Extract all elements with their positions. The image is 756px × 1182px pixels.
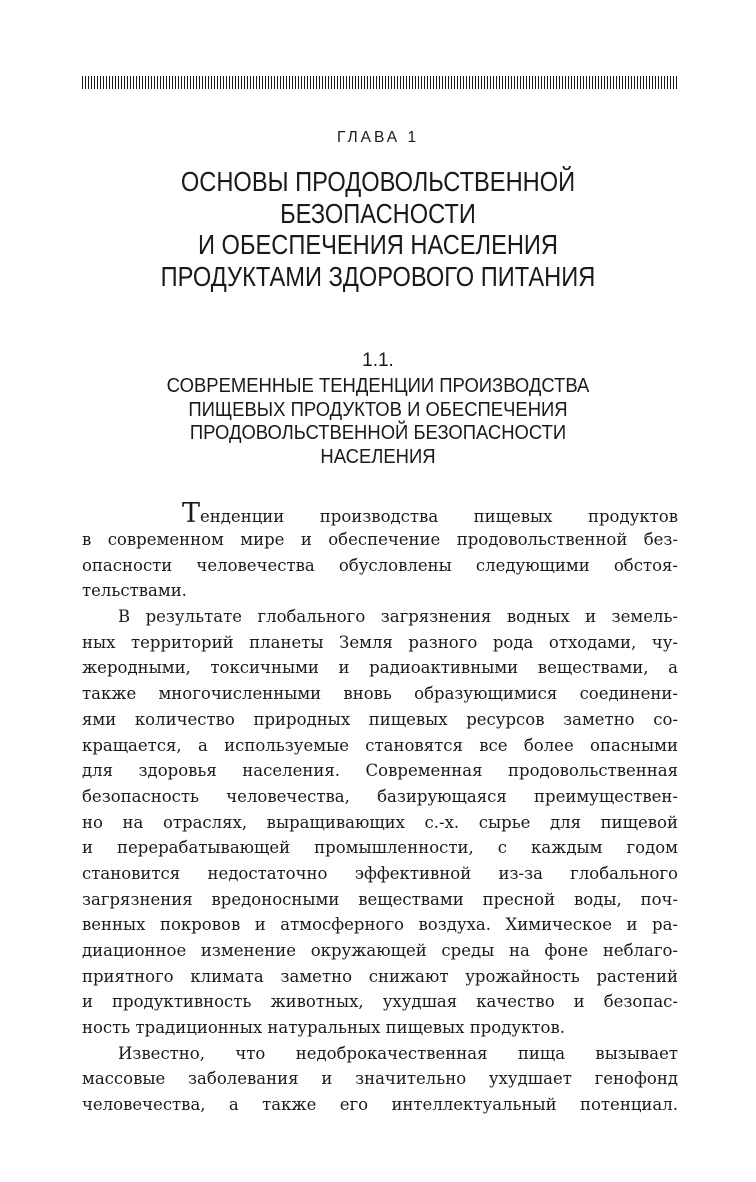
section-number: 1.1. — [362, 350, 394, 371]
section-title-line: НАСЕЛЕНИЯ — [320, 444, 436, 468]
text-line-content: енденции производства пищевых продуктов — [200, 507, 678, 526]
text-line: загрязнения вредоносными веществами пресной воды, поч- — [82, 889, 678, 909]
section-title-line: ПИЩЕВЫХ ПРОДУКТОВ И ОБЕСПЕЧЕНИЯ — [188, 397, 568, 421]
text-line: В результате глобального загрязнения водных и земель- — [118, 607, 678, 627]
section-title-line: СОВРЕМЕННЫЕ ТЕНДЕНЦИИ ПРОИЗВОДСТВА — [166, 374, 590, 397]
drop-letter: Т — [182, 498, 201, 529]
text-line: Известно, что недоброкачественная пища вызывает — [118, 1043, 678, 1063]
text-line: кращается, а используемые становятся все более опасными — [82, 735, 678, 755]
text-line: но на отраслях, выращивающих с.-х. сырье для пищевой — [82, 812, 678, 832]
text-line: в современном мире и обеспечение продовольственной без- — [82, 530, 678, 549]
body-text — [82, 492, 678, 1118]
decorative-header-rule — [82, 76, 677, 89]
text-line: для здоровья населения. Современная продовольственная — [82, 761, 678, 781]
text-line: ность традиционных натуральных пищевых продуктов. — [82, 1018, 565, 1038]
text-line: венных покровов и атмосферного воздуха. Химическое и ра- — [82, 915, 678, 935]
text-line: приятного климата заметно снижают урожайность растений — [82, 966, 678, 986]
text-line: безопасность человечества, базирующаяся преимуществен- — [82, 786, 678, 806]
chapter-title-line: ОСНОВЫ ПРОДОВОЛЬСТВЕННОЙ — [180, 166, 576, 197]
chapter-title — [105, 166, 652, 292]
chapter-label: ГЛАВА 1 — [336, 129, 420, 146]
chapter-title-line: И ОБЕСПЕЧЕНИЯ НАСЕЛЕНИЯ — [197, 229, 559, 260]
section-title — [110, 374, 646, 468]
text-line: ных территорий планеты Земля разного рода отходами, чу- — [82, 632, 678, 652]
text-line: также многочисленными вновь образующимися соединени- — [82, 684, 678, 704]
chapter-title-line: ПРОДУКТАМИ ЗДОРОВОГО ПИТАНИЯ — [160, 260, 596, 292]
text-line: человечества, а также его интеллектуальный потенциал. — [82, 1095, 678, 1115]
section-title-line: ПРОДОВОЛЬСТВЕННОЙ БЕЗОПАСНОСТИ — [189, 421, 567, 444]
chapter-title-line: БЕЗОПАСНОСТИ — [280, 197, 476, 229]
text-line: опасности человечества обусловлены следующими обстоя- — [82, 555, 678, 575]
text-line — [82, 492, 678, 527]
text-line: становится недостаточно эффективной из-за глобального — [82, 863, 678, 883]
text-line: и продуктивность животных, ухудшая качество и безопас- — [82, 992, 678, 1012]
text-line: массовые заболевания и значительно ухудшает генофонд — [82, 1069, 678, 1089]
text-line: тельствами. — [82, 581, 187, 601]
text-line: ями количество природных пищевых ресурсов заметно со- — [82, 709, 678, 729]
text-line: диационное изменение окружающей среды на фоне неблаго- — [82, 941, 678, 960]
text-line: жеродными, токсичными и радиоактивными веществами, а — [82, 658, 678, 678]
text-line: и перерабатывающей промышленности, с каждым годом — [82, 838, 678, 858]
